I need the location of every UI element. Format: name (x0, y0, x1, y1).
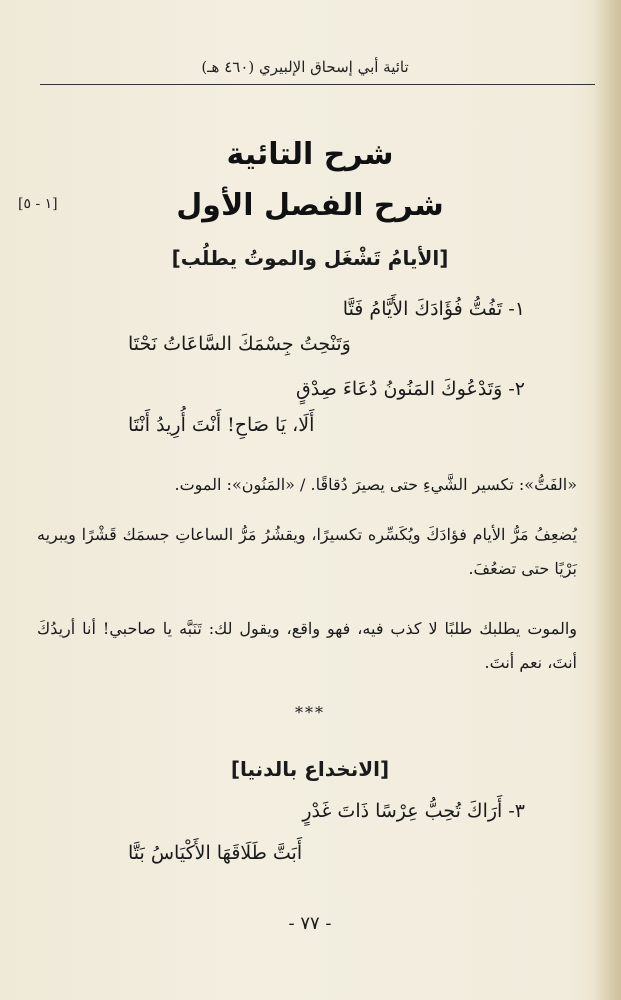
section-title: [الأيامُ تَشْغَل والموتُ يطلُب] (171, 246, 449, 270)
section-separator: *** (295, 703, 325, 722)
verse-1-second-hemistich: وَتَنْحِتُ جِسْمَكَ السَّاعَاتُ نَحْتَا (128, 333, 351, 355)
explanation-paragraph: يُضعِفُ مَرُّ الأيام فؤادَكَ ويُكَسِّره تكسيرًا، ويقشُرُ مَرُّ الساعاتِ جسمَك قَشْرًا ويبريه بَرْيًا حتى تضعُفَ. (37, 525, 577, 578)
page-number: - ٧٧ - (288, 913, 332, 934)
verse-range-reference: [١ - ٥] (18, 196, 58, 212)
glossary-paragraph: «الفَتُّ»: تكسير الشَّيءِ حتى يصيرَ دُقاقًا. / «المَنُون»: الموت. (174, 475, 577, 494)
section-title: [الانخداع بالدنيا] (230, 757, 390, 781)
verse-1-first-hemistich: ١- تَفُتُّ فُؤَادَكَ الأَيَّامُ فَتَّا (342, 298, 525, 320)
chapter-title: شرح التائية (226, 137, 394, 172)
chapter-subtitle: شرح الفصل الأول (176, 188, 444, 223)
verse-2-second-hemistich: أَلَا، يَا صَاحِ! أَنْتَ أُرِيدُ أَنْتَا (128, 414, 315, 436)
verse-3-second-hemistich: أَبَتَّ طَلَاقَهَا الأَكْيَاسُ بَتَّا (128, 842, 303, 864)
page-spine-shadow (593, 0, 621, 1000)
verse-3-first-hemistich: ٣- أَرَاكَ تُحِبُّ عِرْسًا ذَاتَ غَدْرٍ (302, 800, 525, 822)
header-rule (40, 84, 595, 85)
running-header: تائية أبي إسحاق الإلبيري (٤٦٠ هـ) (201, 58, 409, 76)
verse-2-first-hemistich: ٢- وَتَدْعُوكَ المَنُونُ دُعَاءَ صِدْقٍ (296, 378, 525, 400)
explanation-paragraph: والموت يطلبك طلبًا لا كذب فيه، فهو واقع، ويقول لك: تَنَبَّه يا صاحبي! أنا أريدُكَ أنتَ، نعم أنتَ. (37, 619, 577, 672)
